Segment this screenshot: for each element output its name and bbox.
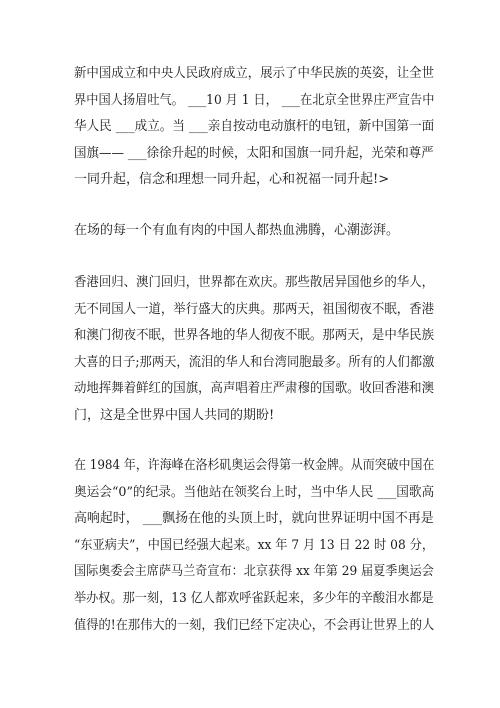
text-line: 一同升起，信念和理想一同升起，心和祝福一同升起!> [74, 172, 390, 188]
paragraph-hongkong-macau-return [74, 270, 434, 430]
text-line: 国际奥委会主席萨马兰奇宣布：北京获得 xx 年第 29 届夏季奥运会 [74, 564, 434, 580]
text-line: 和澳门彻夜不眠，世界各地的华人彻夜不眠。那两天，是中华民族 [74, 328, 435, 344]
text-line: 界中国人扬眉吐气。 ___10 月 1 日， ___在北京全世界庄严宣告中 [74, 92, 435, 108]
text-line: 无不同国人一道，举行盛大的庆典。那两天，祖国彻夜不眠，香港 [74, 301, 435, 317]
text-line: 动地挥舞着鲜红的国旗，高声唱着庄严肃穆的国歌。收回香港和澳 [74, 381, 435, 397]
paragraph-olympics [74, 453, 434, 639]
text-line: 香港回归、澳门回归，世界都在欢庆。那些散居异国他乡的华人， [74, 275, 435, 290]
text-line: 门，这是全世界中国人共同的期盼! [74, 407, 275, 423]
text-line: 奥运会“0”的纪录。当他站在领奖台上时，当中华人民 ___国歌高 [74, 484, 435, 500]
text-line: 大喜的日子;那两天，流泪的华人和台湾同胞最多。所有的人们都激 [74, 354, 435, 370]
text-line: 值得的!在那伟大的一刻，我们已经下定决心，不会再让世界上的人 [74, 617, 435, 633]
text-line: 在 1984 年，许海峰在洛杉矶奥运会得第一枚金牌。从而突破中国在 [74, 458, 435, 473]
text-line: 高响起时， ___飘扬在他的头顶上时，就向世界证明中国不再是 [74, 511, 434, 527]
text-line: 在场的每一个有血有肉的中国人都热血沸腾，心潮澎湃。 [74, 223, 400, 238]
text-line: 华人民 ___成立。当 ___亲自按动电动旗杆的电钮，新中国第一面 [74, 119, 435, 135]
paragraph-crowd-emotion [74, 218, 434, 245]
text-line: 国旗—— ___徐徐升起的时候，太阳和国旗一同升起，光荣和尊严 [74, 145, 434, 161]
paragraph-founding-ceremony [74, 61, 434, 194]
text-line: “东亚病夫”，中国已经强大起来。xx 年 7 月 13 日 22 时 08 分， [74, 537, 435, 553]
text-line: 举办权。那一刻，13 亿人都欢呼雀跃起来，多少年的辛酸泪水都是 [74, 590, 434, 606]
text-line: 新中国成立和中央人民政府成立，展示了中华民族的英姿，让全世 [74, 66, 435, 81]
